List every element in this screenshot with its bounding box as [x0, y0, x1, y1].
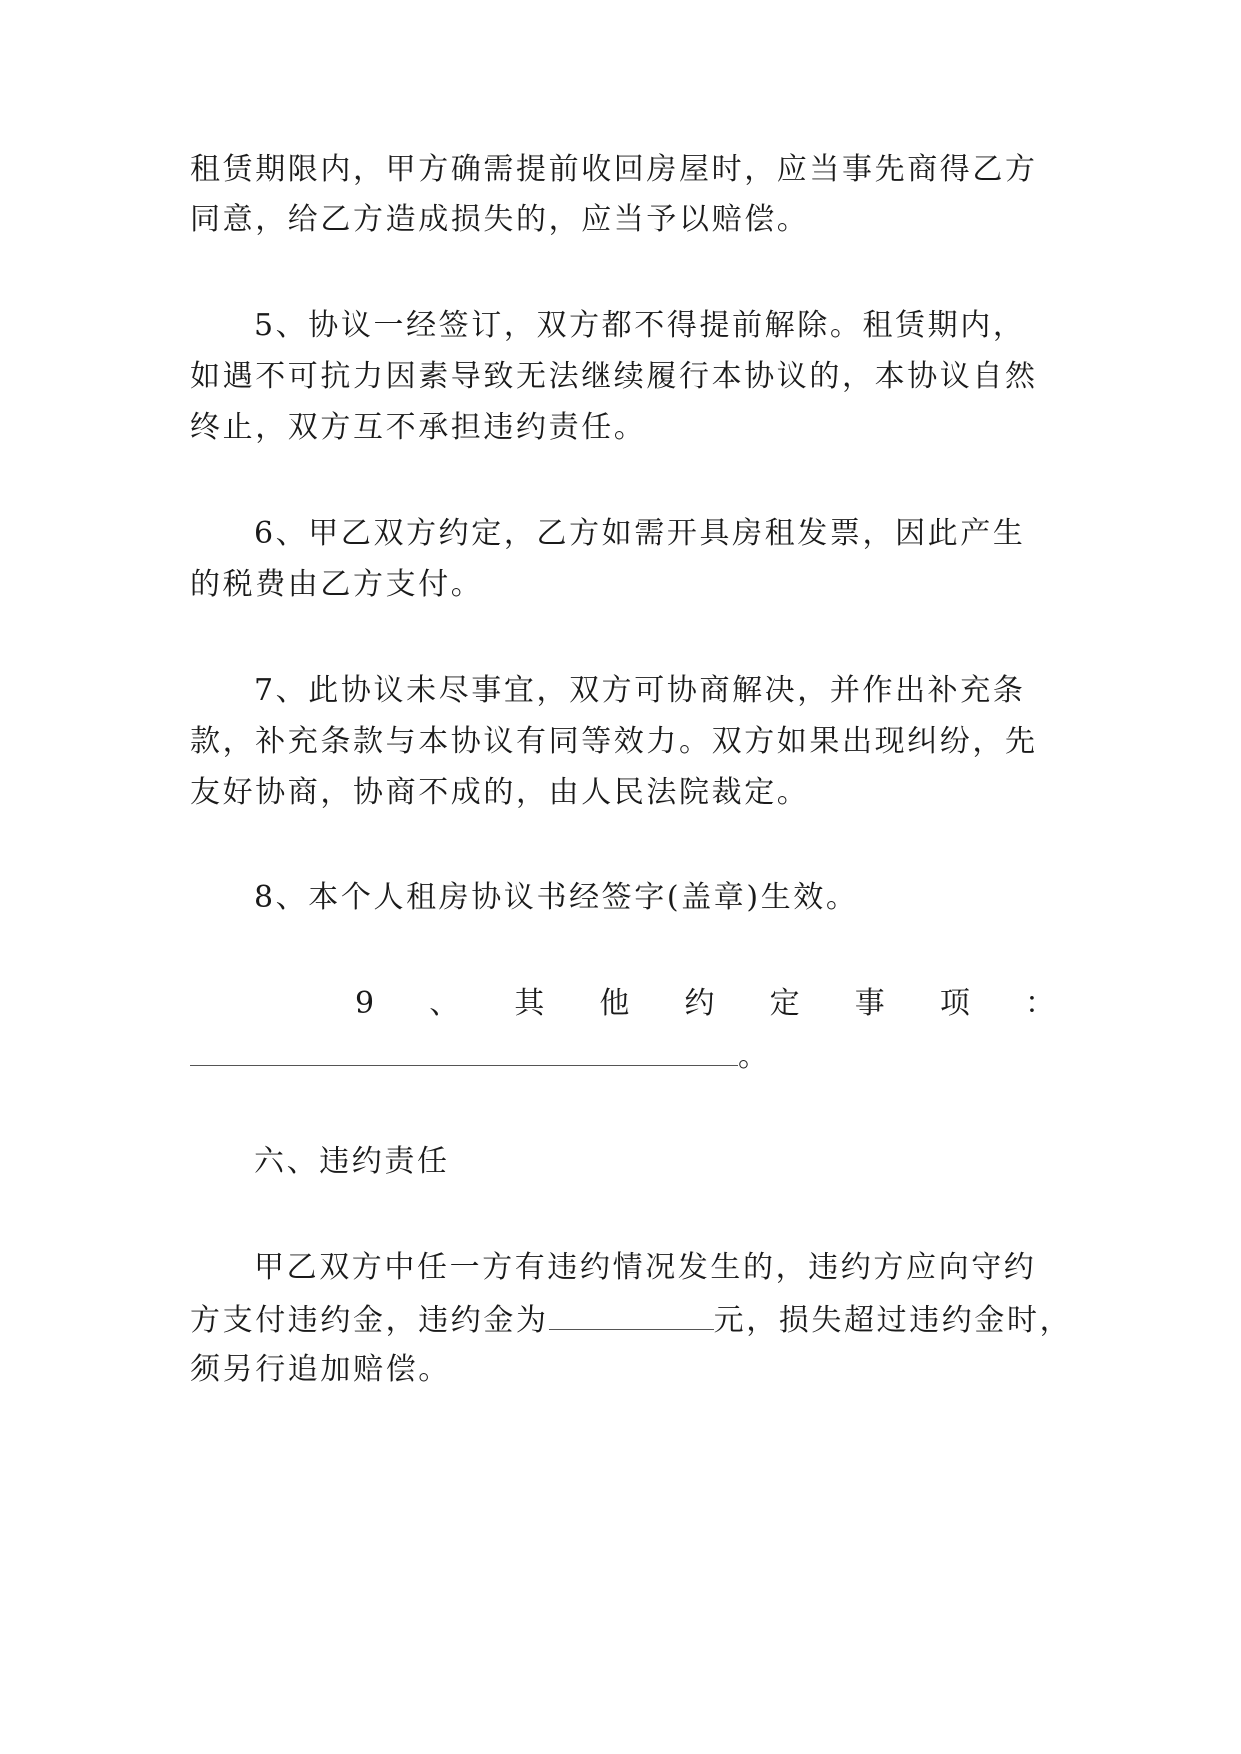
liability-text-before: 方支付违约金，违约金为	[190, 1303, 549, 1338]
text-line: 如遇不可抗力因素导致无法继续履行本协议的，本协议自然	[190, 359, 1038, 394]
clause-9-heading	[355, 984, 1055, 1024]
clause-9-char: 事	[854, 986, 885, 1021]
clause-7-line: 7、此协议未尽事宜，双方可协商解决，并作出补充条	[254, 673, 1026, 708]
text-line: 终止，双方互不承担违约责任。	[190, 410, 647, 445]
clause-9-char: 项	[939, 986, 970, 1021]
section-heading: 六、违约责任	[254, 1144, 450, 1179]
clause-5-line: 5、协议一经签订，双方都不得提前解除。租赁期内，	[254, 308, 1026, 343]
liability-line: 甲乙双方中任一方有违约情况发生的，违约方应向守约	[254, 1250, 1037, 1285]
liability-amount-line	[190, 1299, 1073, 1341]
clause-9-char: 其	[514, 986, 545, 1021]
text-line: 的税费由乙方支付。	[190, 567, 484, 602]
clause-9-char: 、	[429, 986, 460, 1021]
clause-9-char: 定	[769, 986, 800, 1021]
text-line: 须另行追加赔偿。	[190, 1352, 451, 1387]
clause-9-char: 9	[355, 986, 375, 1021]
clause-9-blank-line	[190, 1035, 1060, 1077]
clause-8-line: 8、本个人租房协议书经签字(盖章)生效。	[254, 880, 859, 915]
liability-text-after: 元，损失超过违约金时，	[713, 1303, 1073, 1338]
period-mark: 。	[738, 1039, 771, 1074]
clause-9-char: 他	[599, 986, 630, 1021]
penalty-amount-blank	[549, 1299, 714, 1330]
text-line: 租赁期限内，甲方确需提前收回房屋时，应当事先商得乙方	[190, 152, 1038, 187]
clause-6-line: 6、甲乙双方约定，乙方如需开具房租发票，因此产生	[254, 516, 1026, 551]
text-line: 同意，给乙方造成损失的，应当予以赔偿。	[190, 202, 810, 237]
clause-9-char: ：	[1024, 986, 1055, 1021]
fill-in-blank	[190, 1035, 738, 1066]
text-line: 款，补充条款与本协议有同等效力。双方如果出现纠纷，先	[190, 724, 1038, 759]
text-line: 友好协商，协商不成的，由人民法院裁定。	[190, 775, 810, 810]
clause-9-char: 约	[684, 986, 715, 1021]
